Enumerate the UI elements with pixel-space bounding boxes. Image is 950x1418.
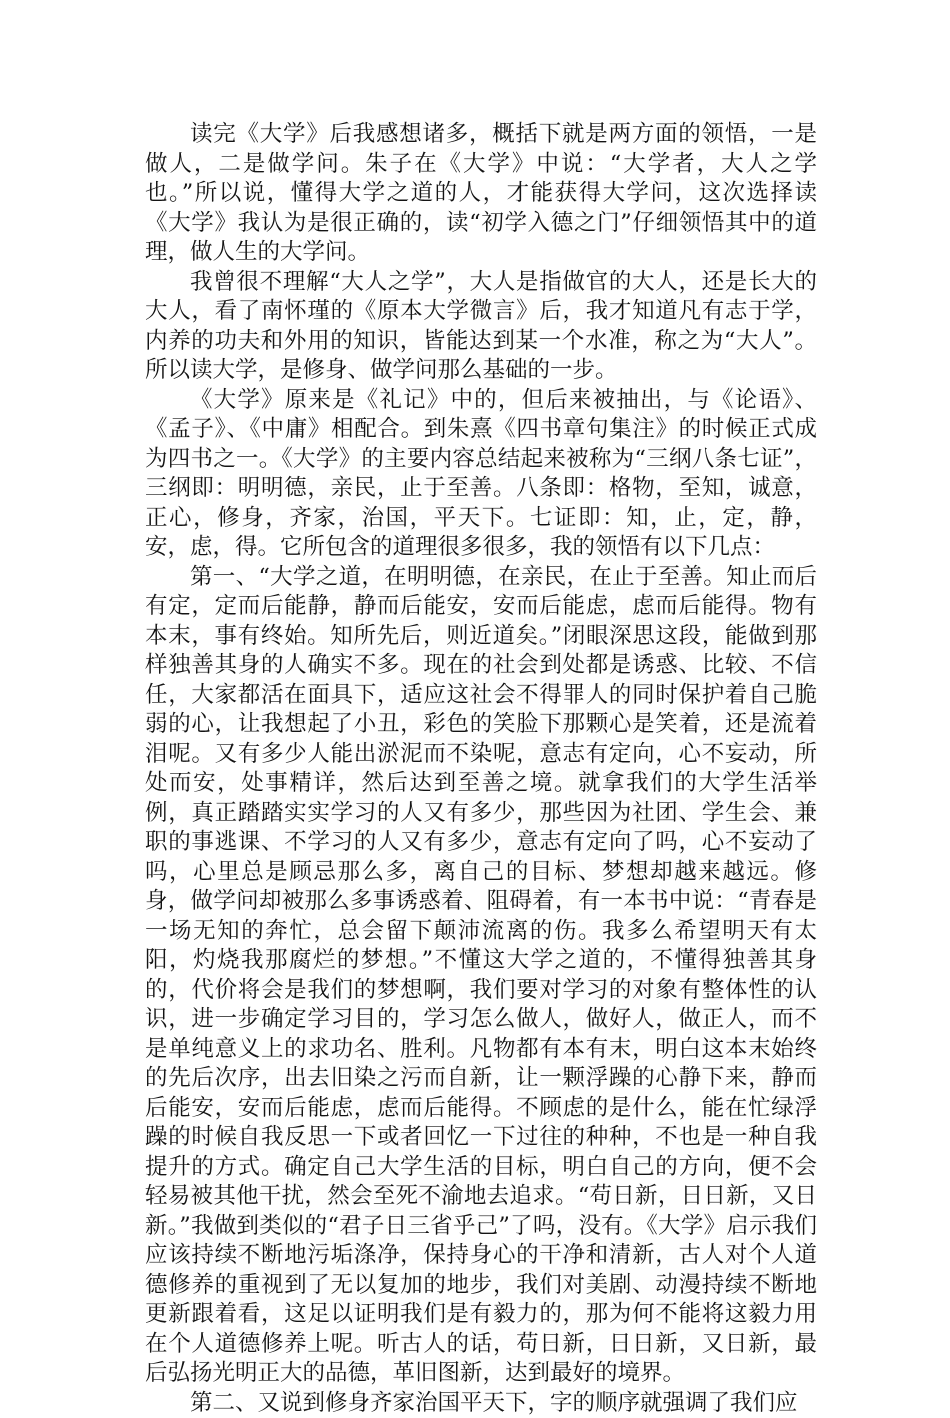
paragraph-intro: 读完《大学》后我感想诸多，概括下就是两方面的领悟，一是做人，二是做学问。朱子在《大学》中说：“大学者，大人之学也。”所以说，懂得大学之道的人，才能获得大学问，这次选择读《大学》我认为是很正确的，读“初学入德之门”仔细领悟其中的道理，做人生的大学问。: [145, 120, 817, 268]
document-body: [145, 120, 817, 1418]
paragraph-point-two: 第二、又说到修身齐家治国平天下，字的顺序就强调了我们应: [145, 1389, 817, 1418]
paragraph-great-person: 我曾很不理解“大人之学”，大人是指做官的大人，还是长大的大人，看了南怀瑾的《原本大学微言》后，我才知道凡有志于学，内养的功夫和外用的知识，皆能达到某一个水准，称之为“大人”。所以读大学，是修身、做学问那么基础的一步。: [145, 268, 817, 386]
paragraph-origin: 《大学》原来是《礼记》中的，但后来被抽出，与《论语》、《孟子》、《中庸》相配合。到朱熹《四书章句集注》的时候正式成为四书之一。《大学》的主要内容总结起来被称为“三纲八条七证”，三纲即：明明德，亲民，止于至善。八条即：格物，至知，诚意，正心，修身，齐家，治国，平天下。七证即：知，止，定，静，安，虑，得。它所包含的道理很多很多，我的领悟有以下几点：: [145, 386, 817, 563]
paragraph-point-one: 第一、“大学之道，在明明德，在亲民，在止于至善。知止而后有定，定而后能静，静而后能安，安而后能虑，虑而后能得。物有本末，事有终始。知所先后，则近道矣。”闭眼深思这段，能做到那样独善其身的人确实不多。现在的社会到处都是诱惑、比较、不信任，大家都活在面具下，适应这社会不得罪人的同时保护着自己脆弱的心，让我想起了小丑，彩色的笑脸下那颗心是笑着，还是流着泪呢。又有多少人能出淤泥而不染呢，意志有定向，心不妄动，所处而安，处事精详，然后达到至善之境。就拿我们的大学生活举例，真正踏踏实实学习的人又有多少，那些因为社团、学生会、兼职的事逃课、不学习的人又有多少，意志有定向了吗，心不妄动了吗，心里总是顾忌那么多，离自己的目标、梦想却越来越远。修身，做学问却被那么多事诱惑着、阻碍着，有一本书中说：“青春是一场无知的奔忙，总会留下颠沛流离的伤。我多么希望明天有太阳，灼烧我那腐烂的梦想。”不懂这大学之道的，不懂得独善其身的，代价将会是我们的梦想啊，我们要对学习的对象有整体性的认识，进一步确定学习目的，学习怎么做人，做好人，做正人，而不是单纯意义上的求功名、胜利。凡物都有本有末，明白这本末始终的先后次序，出去旧染之污而自新，让一颗浮躁的心静下来，静而后能安，安而后能虑，虑而后能得。不顾虑的是什么，能在忙绿浮躁的时候自我反思一下或者回忆一下过往的种种，不也是一种自我提升的方式。确定自己大学生活的目标，明白自己的方向，便不会轻易被其他干扰，然会至死不渝地去追求。“苟日新，日日新，又日新。”我做到类似的“君子日三省乎己”了吗，没有。《大学》启示我们应该持续不断地污垢涤净，保持身心的干净和清新，古人对个人道德修养的重视到了无以复加的地步，我们对美剧、动漫持续不断地更新跟着看，这足以证明我们是有毅力的，那为何不能将这毅力用在个人道德修养上呢。听古人的话，苟日新，日日新，又日新，最后弘扬光明正大的品德，革旧图新，达到最好的境界。: [145, 563, 817, 1389]
